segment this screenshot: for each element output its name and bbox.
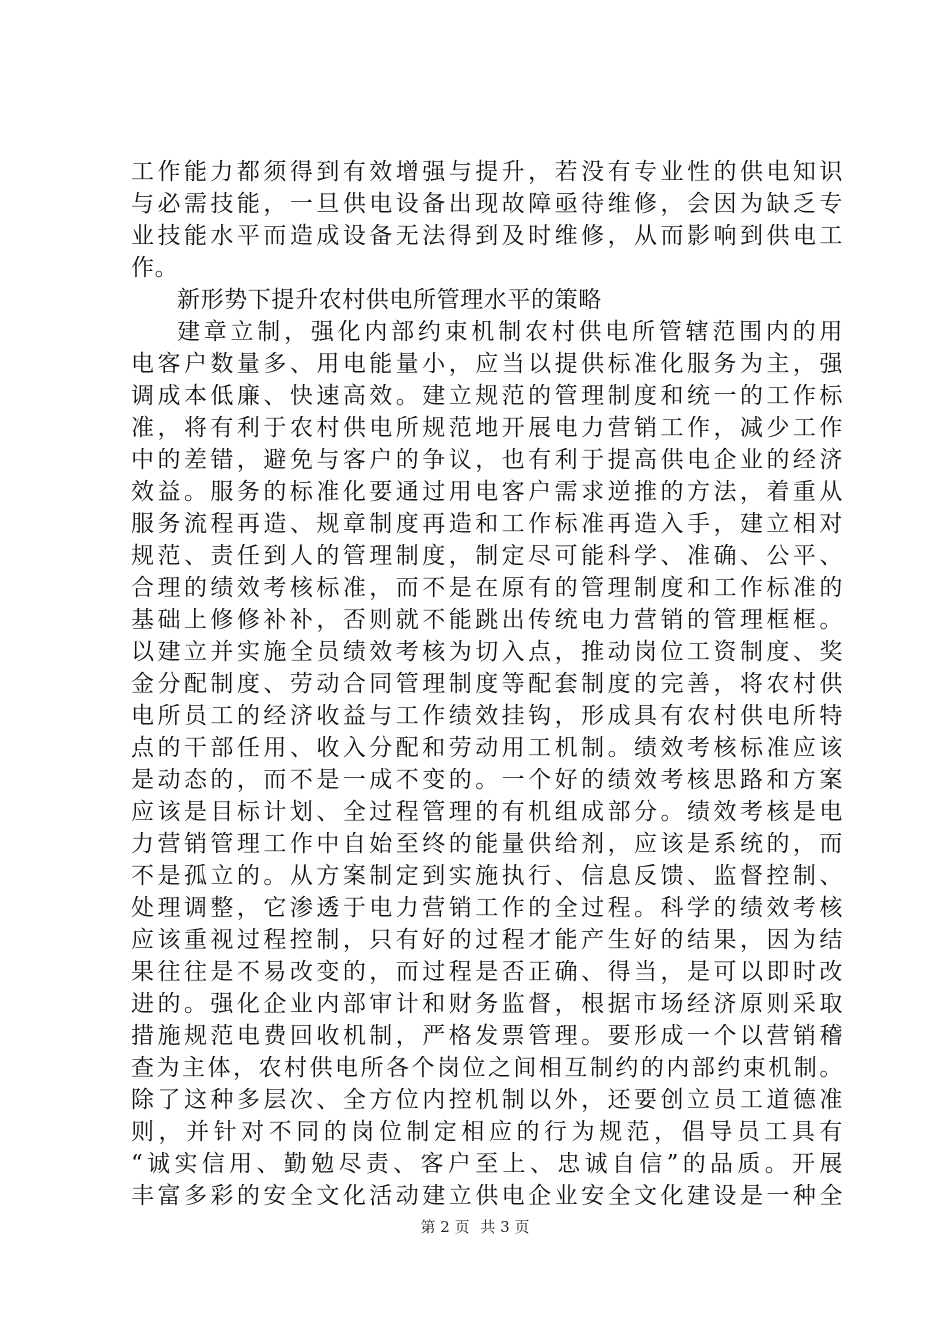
text-line: 点的干部任用、收入分配和劳动用工机制。绩效考核标准应该 [131, 735, 843, 761]
text-line: 服务流程再造、规章制度再造和工作标准再造入手，建立相对 [131, 511, 843, 537]
text-line: 合理的绩效考核标准，而不是在原有的管理制度和工作标准的 [131, 575, 843, 601]
text-line: 应该重视过程控制，只有好的过程才能产生好的结果，因为结 [131, 927, 843, 953]
text-line: 中的差错，避免与客户的争议，也有利于提高供电企业的经济 [131, 447, 843, 473]
text-line: 工作能力都须得到有效增强与提升，若没有专业性的供电知识 [131, 159, 843, 185]
text-line: 建章立制，强化内部约束机制农村供电所管辖范围内的用 [177, 319, 843, 345]
text-line: 效益。服务的标准化要通过用电客户需求逆推的方法，着重从 [131, 479, 843, 505]
text-line: 与必需技能，一旦供电设备出现故障亟待维修，会因为缺乏专 [131, 191, 843, 217]
text-line: 电所员工的经济收益与工作绩效挂钩，形成具有农村供电所特 [131, 703, 843, 729]
text-line: 以建立并实施全员绩效考核为切入点，推动岗位工资制度、奖 [131, 639, 843, 665]
document-body [131, 156, 843, 1212]
text-line: 则，并针对不同的岗位制定相应的行为规范，倡导员工具有 [131, 1119, 843, 1145]
text-line: 新形势下提升农村供电所管理水平的策略 [177, 287, 602, 313]
text-line: 除了这种多层次、全方位内控机制以外，还要创立员工道德准 [131, 1087, 843, 1113]
page-total: 共 3 页 [480, 1218, 530, 1236]
text-line: 是动态的，而不是一成不变的。一个好的绩效考核思路和方案 [131, 767, 843, 793]
page-number: 第 2 页 [420, 1218, 470, 1236]
text-line: 处理调整，它渗透于电力营销工作的全过程。科学的绩效考核 [131, 895, 843, 921]
text-line: 电客户数量多、用电能量小，应当以提供标准化服务为主，强 [131, 351, 843, 377]
text-line: 业技能水平而造成设备无法得到及时维修，从而影响到供电工 [131, 223, 843, 249]
text-line: 调成本低廉、快速高效。建立规范的管理制度和统一的工作标 [131, 383, 843, 409]
page-footer [0, 1216, 950, 1237]
text-line: 金分配制度、劳动合同管理制度等配套制度的完善，将农村供 [131, 671, 843, 697]
text-line: 丰富多彩的安全文化活动建立供电企业安全文化建设是一种全 [131, 1183, 843, 1209]
text-line: 作。 [131, 255, 179, 281]
text-line: 应该是目标计划、全过程管理的有机组成部分。绩效考核是电 [131, 799, 843, 825]
text-line: 力营销管理工作中自始至终的能量供给剂，应该是系统的，而 [131, 831, 843, 857]
text-line: 准，将有利于农村供电所规范地开展电力营销工作，减少工作 [131, 415, 843, 441]
text-line: 基础上修修补补，否则就不能跳出传统电力营销的管理框框。 [131, 607, 843, 633]
text-line: “诚实信用、勤勉尽责、客户至上、忠诚自信”的品质。开展 [131, 1151, 843, 1177]
text-line: 进的。强化企业内部审计和财务监督，根据市场经济原则采取 [131, 991, 843, 1017]
text-line: 果往往是不易改变的，而过程是否正确、得当，是可以即时改 [131, 959, 843, 985]
text-line: 规范、责任到人的管理制度，制定尽可能科学、准确、公平、 [131, 543, 843, 569]
text-line: 不是孤立的。从方案制定到实施执行、信息反馈、监督控制、 [131, 863, 843, 889]
text-line: 措施规范电费回收机制，严格发票管理。要形成一个以营销稽 [131, 1023, 843, 1049]
text-line: 查为主体，农村供电所各个岗位之间相互制约的内部约束机制。 [131, 1055, 843, 1081]
